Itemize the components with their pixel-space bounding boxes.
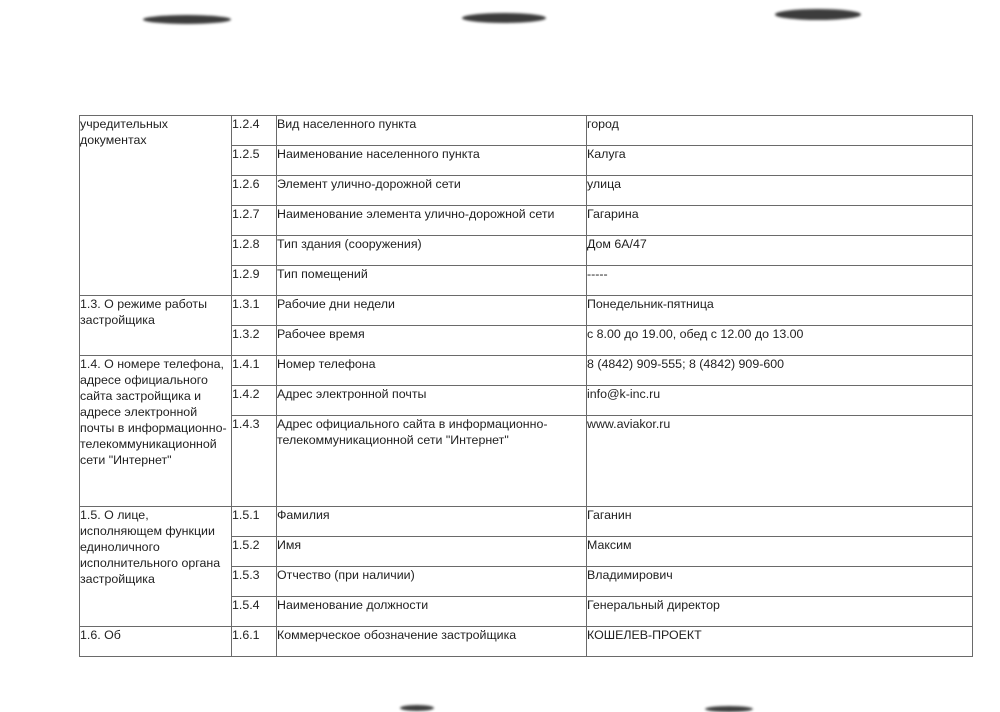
field-value: ----- — [587, 266, 973, 296]
table-row — [80, 627, 973, 657]
item-number: 1.4.3 — [232, 416, 277, 507]
field-label: Адрес официального сайта в информационно-телекоммуникационной сети "Интернет" — [277, 416, 587, 507]
field-label: Фамилия — [277, 507, 587, 537]
section-cell: 1.4. О номере телефона, адресе официального сайта застройщика и адресе электронной почты в информационно-телекоммуникационной сети "Интернет" — [80, 356, 232, 507]
item-number: 1.2.6 — [232, 176, 277, 206]
field-value: Дом 6А/47 — [587, 236, 973, 266]
developer-info-table — [79, 115, 973, 657]
field-label: Рабочие дни недели — [277, 296, 587, 326]
item-number: 1.6.1 — [232, 627, 277, 657]
item-number: 1.2.4 — [232, 116, 277, 146]
scan-smudge — [705, 706, 753, 712]
field-label: Рабочее время — [277, 326, 587, 356]
item-number: 1.5.4 — [232, 597, 277, 627]
item-number: 1.2.5 — [232, 146, 277, 176]
field-label: Наименование должности — [277, 597, 587, 627]
field-value: Понедельник-пятница — [587, 296, 973, 326]
field-label: Наименование населенного пункта — [277, 146, 587, 176]
item-number: 1.3.1 — [232, 296, 277, 326]
field-value: улица — [587, 176, 973, 206]
field-value: КОШЕЛЕВ-ПРОЕКТ — [587, 627, 973, 657]
field-label: Тип помещений — [277, 266, 587, 296]
scan-smudge — [400, 705, 434, 711]
item-number: 1.4.2 — [232, 386, 277, 416]
table-row — [80, 116, 973, 146]
item-number: 1.5.2 — [232, 537, 277, 567]
field-label: Номер телефона — [277, 356, 587, 386]
item-number: 1.2.7 — [232, 206, 277, 236]
field-value: Гагарина — [587, 206, 973, 236]
table-row — [80, 296, 973, 326]
field-label: Имя — [277, 537, 587, 567]
item-number: 1.2.9 — [232, 266, 277, 296]
field-value: 8 (4842) 909-555; 8 (4842) 909-600 — [587, 356, 973, 386]
field-label: Вид населенного пункта — [277, 116, 587, 146]
field-value: город — [587, 116, 973, 146]
field-value: info@k-inc.ru — [587, 386, 973, 416]
field-value: с 8.00 до 19.00, обед с 12.00 до 13.00 — [587, 326, 973, 356]
field-value: Максим — [587, 537, 973, 567]
item-number: 1.4.1 — [232, 356, 277, 386]
field-value: www.aviakor.ru — [587, 416, 973, 507]
scan-smudge — [775, 9, 861, 20]
field-label: Элемент улично-дорожной сети — [277, 176, 587, 206]
item-number: 1.5.3 — [232, 567, 277, 597]
field-label: Наименование элемента улично-дорожной сети — [277, 206, 587, 236]
scan-smudge — [462, 13, 546, 23]
field-value: Гаганин — [587, 507, 973, 537]
item-number: 1.2.8 — [232, 236, 277, 266]
table-row — [80, 507, 973, 537]
item-number: 1.5.1 — [232, 507, 277, 537]
field-label: Адрес электронной почты — [277, 386, 587, 416]
field-value: Калуга — [587, 146, 973, 176]
section-cell: учредительных документах — [80, 116, 232, 296]
field-value: Владимирович — [587, 567, 973, 597]
field-label: Отчество (при наличии) — [277, 567, 587, 597]
scan-smudge — [143, 15, 231, 24]
section-cell: 1.5. О лице, исполняющем функции единоличного исполнительного органа застройщика — [80, 507, 232, 627]
field-label: Тип здания (сооружения) — [277, 236, 587, 266]
field-value: Генеральный директор — [587, 597, 973, 627]
section-cell: 1.3. О режиме работы застройщика — [80, 296, 232, 356]
section-cell: 1.6. Об — [80, 627, 232, 657]
item-number: 1.3.2 — [232, 326, 277, 356]
table-row — [80, 356, 973, 386]
field-label: Коммерческое обозначение застройщика — [277, 627, 587, 657]
